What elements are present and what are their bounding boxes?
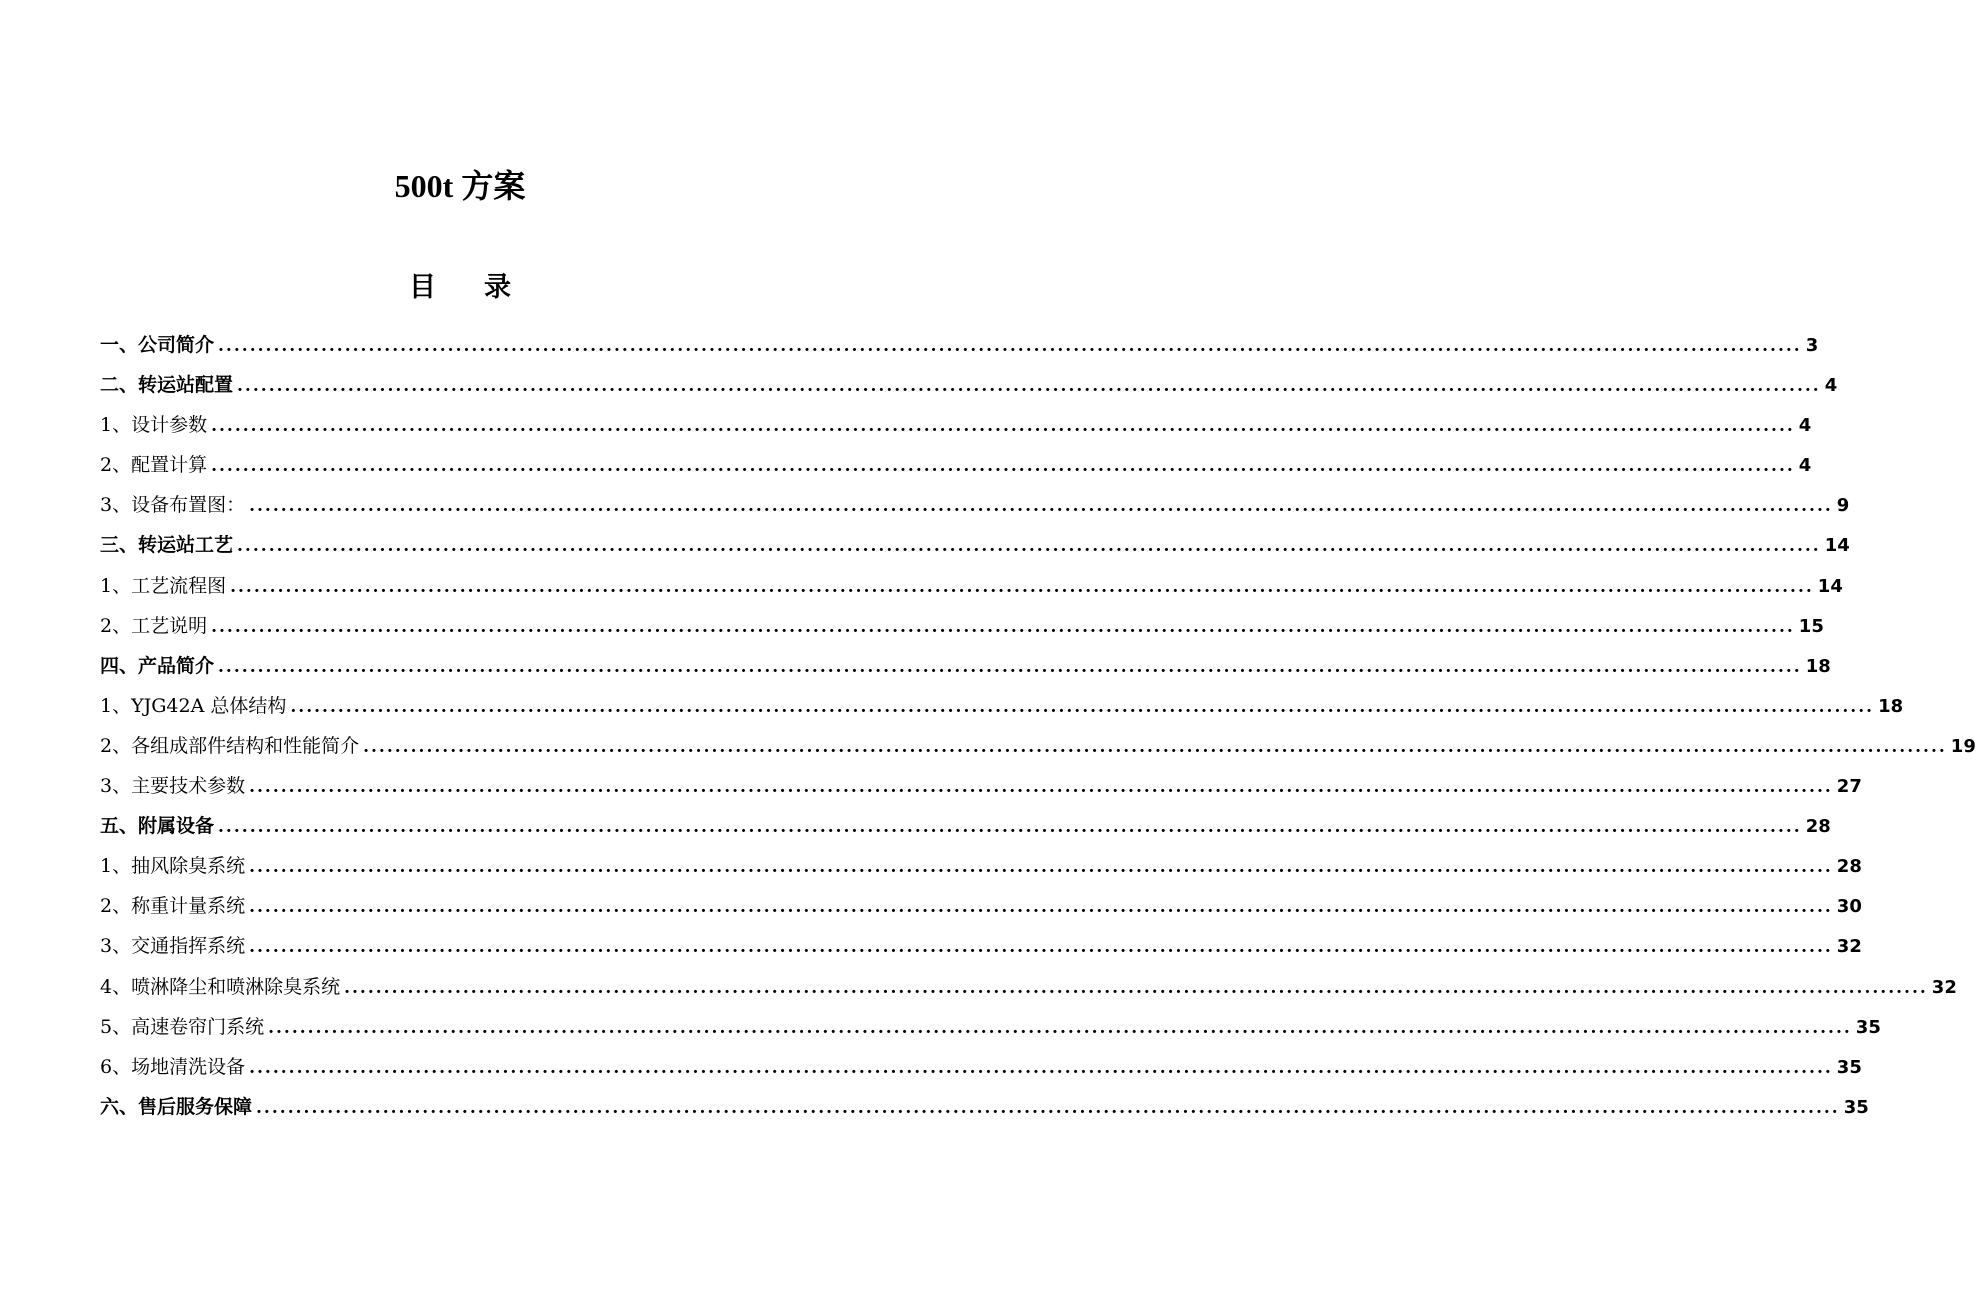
toc-heading-left: 目 <box>409 272 436 303</box>
toc-entry-page: 28 <box>1836 856 1862 878</box>
toc-entry-page: 14 <box>1817 575 1843 597</box>
toc-dot-leader: ........................................................................................................................................................................................................ <box>211 416 1795 437</box>
toc-entry-label: 五、附属设备 <box>100 815 215 838</box>
toc-entry-label: 1、工艺流程图 <box>100 574 227 597</box>
toc-entry-page: 27 <box>1836 776 1862 798</box>
toc-entry-label: 3、设备布置图： <box>100 494 246 517</box>
toc-entry-page: 32 <box>1836 936 1862 958</box>
toc-entry[interactable] <box>100 1007 1881 1047</box>
toc-entry[interactable] <box>100 525 1850 565</box>
toc-dot-leader: ........................................................................................................................................................................................................ <box>230 576 1814 597</box>
toc-entry-page: 35 <box>1843 1096 1869 1118</box>
toc-entry[interactable] <box>100 485 1850 525</box>
toc-entry-page: 3 <box>1805 335 1819 356</box>
toc-entry[interactable] <box>100 365 1838 405</box>
toc-entry-label: 6、场地清洗设备 <box>100 1055 246 1078</box>
toc-entry-page: 35 <box>1855 1016 1881 1038</box>
toc-entry-page: 14 <box>1824 535 1850 557</box>
toc-dot-leader: ........................................................................................................................................................................................................ <box>218 817 1802 838</box>
toc-list <box>100 325 1976 1127</box>
toc-entry[interactable] <box>100 846 1862 886</box>
toc-dot-leader: ........................................................................................................................................................................................................ <box>218 656 1802 677</box>
toc-entry-page: 35 <box>1836 1056 1862 1078</box>
toc-entry[interactable] <box>100 646 1831 686</box>
document-title: 500t 方案 <box>394 168 526 204</box>
toc-entry[interactable] <box>100 766 1862 806</box>
toc-dot-leader: ........................................................................................................................................................................................................ <box>249 777 1833 798</box>
toc-entry-label: 六、售后服务保障 <box>100 1095 253 1118</box>
toc-entry-label: 2、各组成部件结构和性能简介 <box>100 734 360 757</box>
toc-entry-label: 二、转运站配置 <box>100 374 234 397</box>
toc-dot-leader: ........................................................................................................................................................................................................ <box>211 456 1795 477</box>
toc-dot-leader: ........................................................................................................................................................................................................ <box>344 977 1928 998</box>
toc-entry-page: 9 <box>1836 495 1850 517</box>
toc-dot-leader: ........................................................................................................................................................................................................ <box>249 1057 1833 1078</box>
toc-entry-label: 2、配置计算 <box>100 454 208 477</box>
toc-entry-label: 一、公司简介 <box>100 334 215 356</box>
toc-entry-label: 3、交通指挥系统 <box>100 935 246 958</box>
toc-dot-leader: ........................................................................................................................................................................................................ <box>268 1017 1852 1038</box>
toc-entry-label: 2、工艺说明 <box>100 614 208 637</box>
toc-entry-page: 15 <box>1798 615 1824 637</box>
toc-entry-page: 4 <box>1798 415 1812 437</box>
toc-dot-leader: ........................................................................................................................................................................................................ <box>211 616 1795 637</box>
toc-entry-page: 18 <box>1805 655 1831 677</box>
toc-entry-page: 32 <box>1931 976 1957 998</box>
toc-entry[interactable] <box>100 926 1862 966</box>
toc-heading-right: 录 <box>484 272 511 303</box>
toc-entry[interactable] <box>100 445 1812 485</box>
toc-entry-page: 4 <box>1824 375 1838 397</box>
toc-entry-page: 28 <box>1805 816 1831 838</box>
toc-entry-page: 4 <box>1798 455 1812 477</box>
toc-entry-label: 1、设计参数 <box>100 414 208 437</box>
toc-dot-leader: ........................................................................................................................................................................................................ <box>249 496 1833 517</box>
toc-entry-label: 三、转运站工艺 <box>100 534 234 557</box>
toc-entry-label: 5、高速卷帘门系统 <box>100 1015 265 1038</box>
toc-entry-label: 1、YJG42A 总体结构 <box>100 694 287 717</box>
toc-entry[interactable] <box>100 1047 1862 1087</box>
toc-heading <box>0 266 920 310</box>
toc-entry-label: 四、产品简介 <box>100 654 215 677</box>
toc-dot-leader: ........................................................................................................................................................................................................ <box>237 536 1821 557</box>
toc-entry-label: 2、称重计量系统 <box>100 895 246 918</box>
toc-dot-leader: ........................................................................................................................................................................................................ <box>256 1097 1840 1118</box>
toc-entry[interactable] <box>100 967 1957 1007</box>
toc-entry[interactable] <box>100 606 1824 646</box>
toc-entry-label: 3、主要技术参数 <box>100 775 246 798</box>
toc-entry[interactable] <box>100 566 1843 606</box>
toc-entry[interactable] <box>100 325 1819 365</box>
toc-entry-label: 4、喷淋降尘和喷淋除臭系统 <box>100 975 341 998</box>
toc-dot-leader: ........................................................................................................................................................................................................ <box>218 336 1802 356</box>
toc-dot-leader: ........................................................................................................................................................................................................ <box>290 696 1875 717</box>
toc-entry-page: 19 <box>1950 735 1976 757</box>
toc-dot-leader: ........................................................................................................................................................................................................ <box>249 857 1833 878</box>
toc-dot-leader: ........................................................................................................................................................................................................ <box>237 376 1821 397</box>
toc-entry[interactable] <box>100 726 1976 766</box>
toc-dot-leader: ........................................................................................................................................................................................................ <box>249 897 1833 918</box>
toc-entry[interactable] <box>100 886 1862 926</box>
toc-entry[interactable] <box>100 806 1831 846</box>
toc-entry-page: 18 <box>1878 695 1904 717</box>
toc-entry[interactable] <box>100 405 1812 445</box>
toc-entry-page: 30 <box>1836 896 1862 918</box>
toc-entry[interactable] <box>100 686 1904 726</box>
toc-dot-leader: ........................................................................................................................................................................................................ <box>363 736 1947 757</box>
toc-entry[interactable] <box>100 1087 1869 1127</box>
toc-entry-label: 1、抽风除臭系统 <box>100 855 246 878</box>
toc-dot-leader: ........................................................................................................................................................................................................ <box>249 937 1833 958</box>
